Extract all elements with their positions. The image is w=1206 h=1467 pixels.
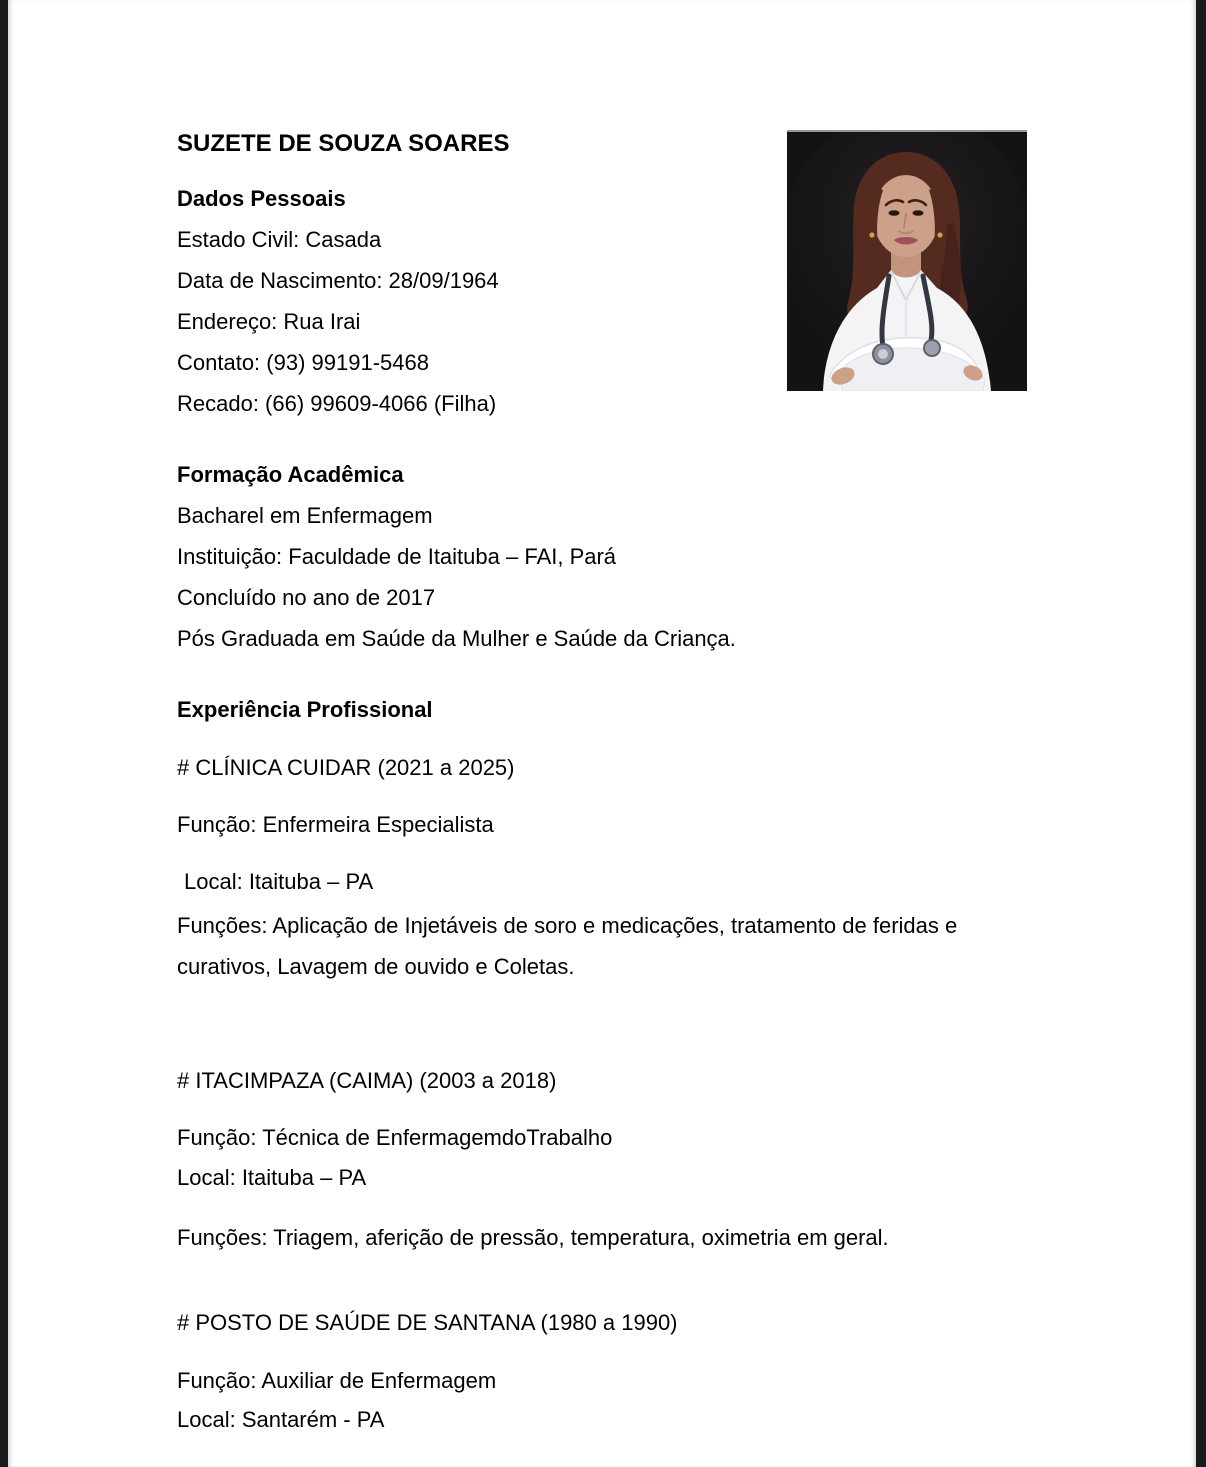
job3-role: Função: Auxiliar de Enfermagem — [177, 1368, 497, 1393]
personal-line-recado: Recado: (66) 99609-4066 (Filha) — [177, 391, 497, 416]
job1-duties: Funções: Aplicação de Injetáveis de soro e medicações, tratamento de feridas e curativos, Lavagem de ouvido e Coletas. — [177, 913, 958, 979]
job1-role: Função: Enfermeira Especialista — [177, 812, 494, 837]
photo-top-edge-line — [787, 130, 1027, 132]
eye-right — [913, 210, 924, 216]
stethoscope-chestpiece-center — [878, 349, 888, 359]
job2-role: Função: Técnica de EnfermagemdoTrabalho — [177, 1125, 613, 1150]
job2-duties: Funções: Triagem, aferição de pressão, temperatura, oximetria em geral. — [177, 1225, 889, 1250]
personal-line-nascimento: Data de Nascimento: 28/09/1964 — [177, 268, 499, 293]
stethoscope-diaphragm — [924, 340, 940, 356]
personal-line-endereco: Endereço: Rua Irai — [177, 309, 361, 334]
education-line-conclusao: Concluído no ano de 2017 — [177, 585, 436, 610]
education-line-pos: Pós Graduada em Saúde da Mulher e Saúde da Criança. — [177, 626, 736, 651]
resume-name: SUZETE DE SOUZA SOARES — [177, 130, 510, 157]
job2-location: Local: Itaituba – PA — [177, 1165, 367, 1190]
job2-title: # ITACIMPAZA (CAIMA) (2003 a 2018) — [177, 1068, 557, 1093]
section-heading-experiencia: Experiência Profissional — [177, 697, 433, 722]
earring-left — [869, 232, 874, 237]
job3-location: Local: Santarém - PA — [177, 1407, 385, 1432]
eye-left — [889, 210, 900, 216]
earring-right — [937, 232, 942, 237]
portrait-photo — [787, 130, 1027, 391]
job1-location: Local: Itaituba – PA — [184, 869, 374, 894]
personal-line-estado-civil: Estado Civil: Casada — [177, 227, 382, 252]
education-line-instituicao: Instituição: Faculdade de Itaituba – FAI, Pará — [177, 544, 617, 569]
section-heading-formacao: Formação Acadêmica — [177, 462, 404, 487]
personal-line-contato: Contato: (93) 99191-5468 — [177, 350, 429, 375]
education-line-bacharel: Bacharel em Enfermagem — [177, 503, 433, 528]
job1-title: # CLÍNICA CUIDAR (2021 a 2025) — [177, 755, 515, 780]
section-heading-dados-pessoais: Dados Pessoais — [177, 186, 346, 211]
job3-title: # POSTO DE SAÚDE DE SANTANA (1980 a 1990) — [177, 1310, 678, 1335]
